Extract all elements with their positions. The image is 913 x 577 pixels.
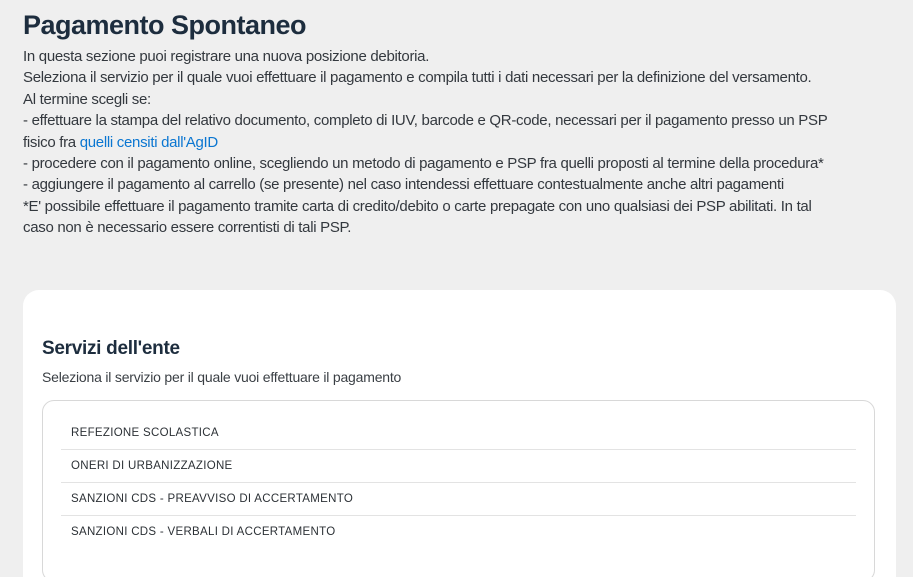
service-item-refezione-scolastica[interactable]: REFEZIONE SCOLASTICA — [71, 426, 219, 439]
services-subheading: Seleziona il servizio per il quale vuoi effettuare il pagamento — [42, 368, 402, 385]
intro-line-6: - procedere con il pagamento online, scegliendo un metodo di pagamento e PSP fra quelli proposti al termine della procedura* — [23, 155, 824, 173]
intro-line-5 — [23, 132, 913, 153]
services-card — [23, 290, 896, 577]
services-list — [42, 400, 875, 577]
intro-line-3: Al termine scegli se: — [23, 90, 151, 108]
intro-line-8: *E' possibile effettuare il pagamento tramite carta di credito/debito o carte prepagate con uno qualsiasi dei PSP abilitati. In tal — [23, 197, 812, 215]
intro-line-9: caso non è necessario essere correntisti di tali PSP. — [23, 219, 352, 237]
intro-line-2: Seleziona il servizio per il quale vuoi effettuare il pagamento e compila tutti i dati necessari per la definizione del versamento. — [23, 69, 812, 87]
page-title: Pagamento Spontaneo — [23, 10, 307, 40]
intro-text — [23, 46, 913, 239]
intro-line-5-text: fisico fra — [23, 133, 80, 151]
intro-line-4: - effettuare la stampa del relativo documento, completo di IUV, barcode e QR-code, necessari per il pagamento presso un PSP — [23, 112, 828, 130]
service-item-sanzioni-cds-preavviso[interactable]: SANZIONI CDS - PREAVVISO DI ACCERTAMENTO — [71, 492, 354, 505]
intro-line-7: - aggiungere il pagamento al carrello (se presente) nel caso intendessi effettuare contestualmente anche altri pagamenti — [23, 176, 784, 194]
agid-link[interactable]: quelli censiti dall'AgID — [79, 133, 218, 151]
service-item-oneri-di-urbanizzazione[interactable]: ONERI DI URBANIZZAZIONE — [71, 459, 233, 472]
intro-line-1: In questa sezione puoi registrare una nuova posizione debitoria. — [23, 48, 430, 65]
service-item-sanzioni-cds-verbali[interactable]: SANZIONI CDS - VERBALI DI ACCERTAMENTO — [71, 525, 336, 538]
services-heading: Servizi dell'ente — [42, 337, 180, 359]
